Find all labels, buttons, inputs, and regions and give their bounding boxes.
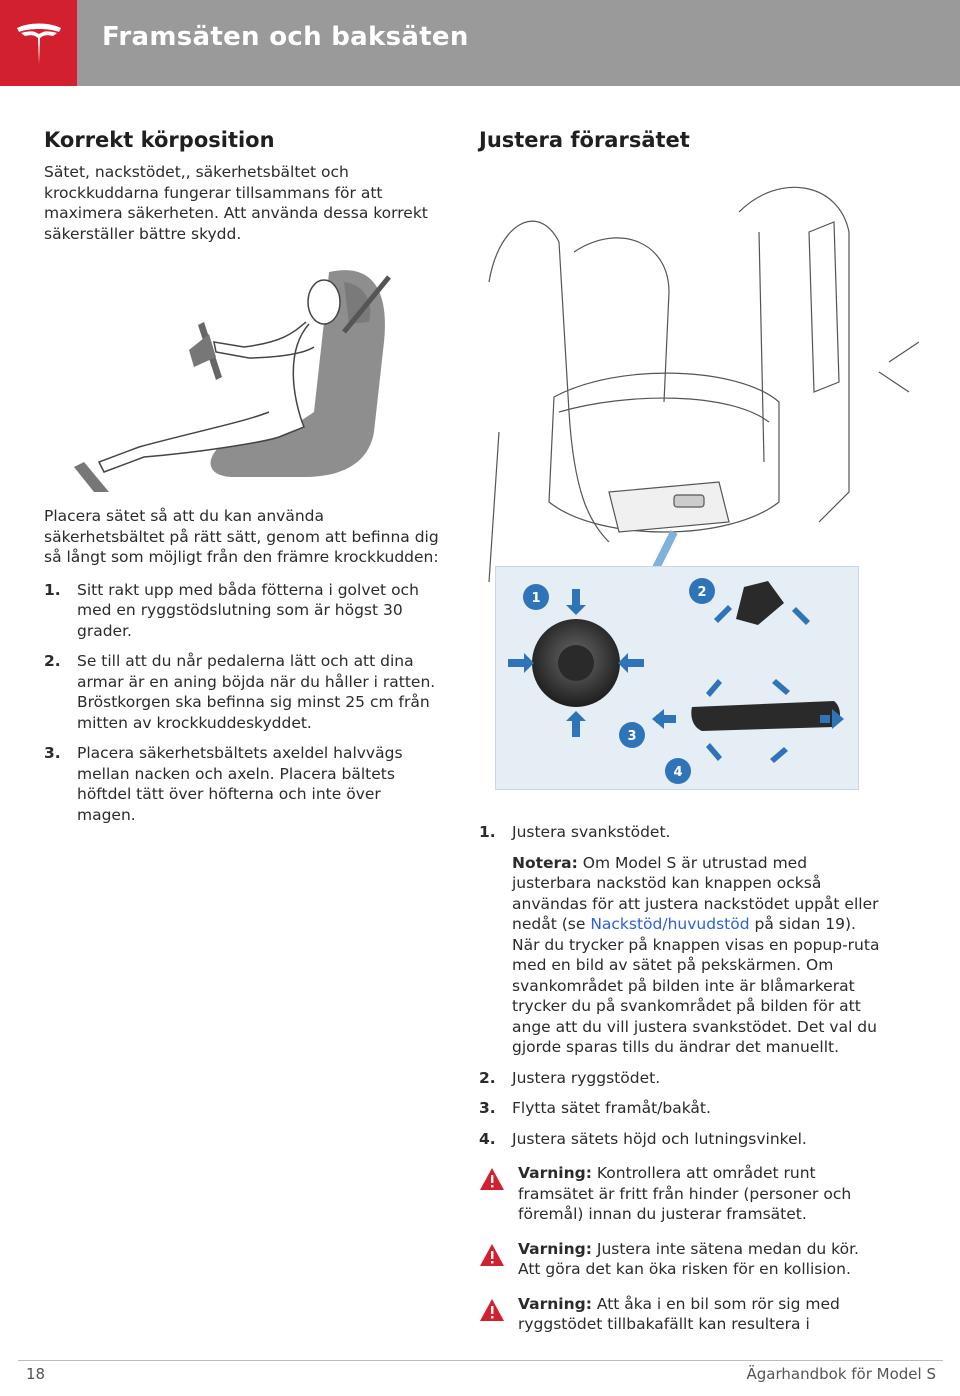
warning-block: Varning: Kontrollera att området runt framsätet är fritt från hinder (personer och föremål) innan du justerar framsätet. (479, 1163, 884, 1225)
page-number: 18 (26, 1365, 46, 1383)
positioning-paragraph: Placera sätet så att du kan använda säkerhetsbältet på rätt sätt, genom att befinna dig så långt som möjligt från den främre krockkudden: (44, 507, 439, 566)
posture-steps-list (44, 580, 439, 826)
seat-control-diagram (495, 566, 859, 790)
diagram-label: 4 (673, 765, 683, 780)
page-header (0, 0, 960, 86)
note-paragraph: Notera: Om Model S är utrustad med justerbara nackstöd kan knappen också användas för att justera nackstödet uppåt eller nedåt (se Nackstöd/huvudstöd på sidan 19). När du trycker på knappen visas en popup-ruta med en bild av sätet på pekskärmen. Om svankområdet på bilden inte är blåmarkerat trycker du på svankområdet på bilden för att ange att du vill justera svankstödet. Det val du gjorde sparas tills du ändrar det manuellt. (512, 853, 880, 1056)
page-title: Framsäten och baksäten (102, 22, 469, 52)
footer-divider (18, 1360, 943, 1361)
list-item: 1. Sitt rakt upp med båda fötterna i golvet och med en ryggstödslutning som är högst 30 grader. (44, 580, 419, 640)
adjust-steps (479, 822, 884, 1335)
section-heading-adjust-seat: Justera förarsätet (479, 128, 690, 152)
right-column (479, 128, 919, 582)
section-heading-driving-position: Korrekt körposition (44, 128, 275, 152)
seat-switch-icon (691, 701, 840, 731)
left-column (44, 128, 439, 835)
list-item: 2. Se till att du når pedalerna lätt och att dina armar är en aning böjda när du håller i ratten. Bröstkorgen ska befinna sig minst 25 cm från mitten av krockkuddeskyddet. (44, 652, 436, 732)
warning-block: Varning: Att åka i en bil som rör sig med ryggstödet tillbakafällt kan resultera i (479, 1294, 884, 1335)
diagram-label: 3 (627, 729, 637, 744)
seat-controls-illustration (479, 162, 919, 582)
diagram-label: 2 (697, 585, 707, 600)
diagram-label: 1 (531, 591, 541, 606)
warning-icon (479, 1298, 505, 1322)
brand-logo (0, 0, 77, 86)
warning-block: Varning: Justera inte sätena medan du kör. Att göra det kan öka risken för en kollision. (479, 1239, 884, 1280)
seat-steps-list (479, 822, 884, 1149)
list-item: 1. Justera svankstödet. Notera: Om Model S är utrustad med justerbara nackstöd kan knappen också användas för att justera nackstödet uppåt eller nedåt (se Nackstöd/huvudstöd på sidan 19). När du trycker på knappen visas en popup-ruta med en bild av sätet på pekskärmen. Om svankområdet på bilden inte är blåmarkerat trycker du på svankområdet på bilden för att ange att du vill justera svankstödet. Det val du gjorde sparas tills du ändrar det manuellt. (479, 822, 884, 1058)
tesla-logo-icon (13, 18, 65, 70)
backrest-switch-icon (736, 581, 784, 625)
warning-icon (479, 1167, 505, 1191)
driver-posture-illustration (44, 262, 439, 492)
headrest-link[interactable]: Nackstöd/huvudstöd (590, 915, 750, 933)
footer-title: Ägarhandbok för Model S (746, 1365, 936, 1383)
list-item: 2. Justera ryggstödet. (479, 1068, 661, 1087)
list-item: 3. Placera säkerhetsbältets axeldel halvvägs mellan nacken och axeln. Placera bältets höftdel tätt över höfterna och inte över magen. (44, 744, 403, 824)
warning-icon (479, 1243, 505, 1267)
list-item: 3. Flytta sätet framåt/bakåt. (479, 1099, 711, 1117)
list-item: 4. Justera sätets höjd och lutningsvinkel. (479, 1129, 807, 1148)
intro-paragraph: Sätet, nackstödet,, säkerhetsbältet och krockkuddarna fungerar tillsammans för att maximera säkerheten. Att använda dessa korrekt säkerställer bättre skydd. (44, 163, 428, 243)
